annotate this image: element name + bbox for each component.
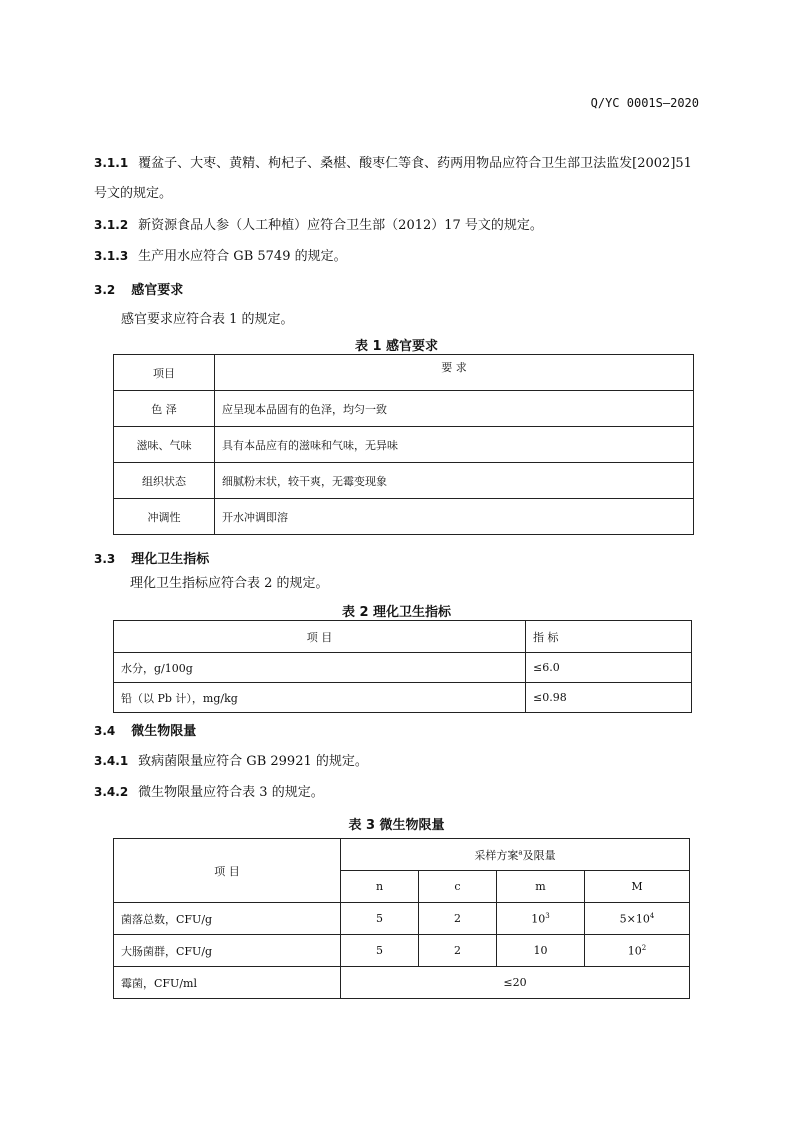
table-cell xyxy=(497,903,585,935)
clause-3-1-3 xyxy=(94,247,347,266)
clause-text: 微生物限量应符合表 3 的规定。 xyxy=(138,785,324,800)
table-cell: 应呈现本品固有的色泽，均匀一致 xyxy=(215,391,694,427)
section-title: 理化卫生指标 xyxy=(131,552,210,567)
table-header-cell: c xyxy=(419,871,497,903)
table-cell xyxy=(585,935,690,967)
table-header-cell: 要 求 xyxy=(215,355,694,391)
table-cell: 开水冲调即溶 xyxy=(215,499,694,535)
table-cell: 冲调性 xyxy=(114,499,215,535)
table-cell: 水分，g/100g xyxy=(114,653,526,683)
clause-number: 3.1.2 xyxy=(94,218,129,232)
table1-sensory xyxy=(113,354,694,535)
value-base: 10 xyxy=(627,944,642,958)
table3-caption: 表 3 微生物限量 xyxy=(348,818,445,833)
clause-3-1-2 xyxy=(94,216,543,235)
table-cell: 铅（以 Pb 计），mg/kg xyxy=(114,683,526,713)
value-exponent: 3 xyxy=(545,911,550,920)
header-text: 采样方案 xyxy=(474,848,519,862)
table-cell: 5 xyxy=(341,935,419,967)
table-row xyxy=(114,653,692,683)
clause-text: 新资源食品人参（人工种植）应符合卫生部（2012）17 号文的规定。 xyxy=(138,218,543,233)
clause-number: 3.1.3 xyxy=(94,249,129,263)
table-cell: ≤20 xyxy=(341,967,690,999)
section-3-2-body: 感官要求应符合表 1 的规定。 xyxy=(121,312,294,327)
table-cell: 10 xyxy=(497,935,585,967)
table-row xyxy=(114,427,694,463)
table-header-cell: M xyxy=(585,871,690,903)
table-cell: 2 xyxy=(419,935,497,967)
table-row xyxy=(114,935,690,967)
table-cell: 霉菌，CFU/ml xyxy=(114,967,341,999)
table-cell: ≤6.0 xyxy=(526,653,692,683)
value-base: 10 xyxy=(531,912,546,926)
table-cell: 细腻粉末状，较干爽，无霉变现象 xyxy=(215,463,694,499)
table-header-cell: 项 目 xyxy=(114,839,341,903)
table-cell: 大肠菌群，CFU/g xyxy=(114,935,341,967)
table-header-row xyxy=(114,355,694,391)
value-base: 5×10 xyxy=(619,912,650,926)
table-row xyxy=(114,967,690,999)
section-number: 3.2 xyxy=(94,283,116,297)
section-title: 微生物限量 xyxy=(131,724,197,739)
section-3-3-body: 理化卫生指标应符合表 2 的规定。 xyxy=(130,576,329,591)
table2-caption: 表 2 理化卫生指标 xyxy=(341,605,452,620)
table-cell: 具有本品应有的滋味和气味，无异味 xyxy=(215,427,694,463)
table-header-row xyxy=(114,621,692,653)
table-cell xyxy=(585,903,690,935)
table-header-cell: n xyxy=(341,871,419,903)
table-cell: 滋味、气味 xyxy=(114,427,215,463)
table-row xyxy=(114,683,692,713)
clause-number: 3.1.1 xyxy=(94,156,129,170)
table2-physicochemical xyxy=(113,620,692,713)
table-header-cell: 指 标 xyxy=(526,621,692,653)
table1-caption: 表 1 感官要求 xyxy=(354,339,439,354)
section-3-3-heading xyxy=(94,548,209,567)
clause-3-4-2 xyxy=(94,783,324,802)
table-header-cell: 项 目 xyxy=(114,621,526,653)
section-number: 3.3 xyxy=(94,552,116,566)
table-row xyxy=(114,391,694,427)
clause-text: 致病菌限量应符合 GB 29921 的规定。 xyxy=(138,754,368,769)
value-exponent: 4 xyxy=(649,911,655,920)
clause-number: 3.4.2 xyxy=(94,785,129,799)
clause-number: 3.4.1 xyxy=(94,754,129,768)
table-cell: 组织状态 xyxy=(114,463,215,499)
section-3-4-heading xyxy=(94,720,196,739)
clause-3-1-1-continuation: 号文的规定。 xyxy=(94,186,173,201)
sampling-plan-header xyxy=(341,839,690,871)
clause-3-4-1 xyxy=(94,752,368,771)
section-number: 3.4 xyxy=(94,724,116,738)
footnote-marker: a xyxy=(518,847,523,856)
clause-text: 覆盆子、大枣、黄精、枸杞子、桑椹、酸枣仁等食、药两用物品应符合卫生部卫法监发[2002]51 xyxy=(138,156,692,171)
table-header-cell: 项目 xyxy=(114,355,215,391)
section-3-2-heading xyxy=(94,279,183,298)
table-cell: ≤0.98 xyxy=(526,683,692,713)
table-cell: 色 泽 xyxy=(114,391,215,427)
table-row xyxy=(114,463,694,499)
table-header-row xyxy=(114,839,690,871)
value-exponent: 2 xyxy=(641,943,647,952)
table-cell: 菌落总数，CFU/g xyxy=(114,903,341,935)
table-cell: 5 xyxy=(341,903,419,935)
table-row xyxy=(114,903,690,935)
document-code: Q/YC 0001S—2020 xyxy=(590,96,699,110)
table-row xyxy=(114,499,694,535)
header-text: 及限量 xyxy=(522,848,556,862)
clause-text: 生产用水应符合 GB 5749 的规定。 xyxy=(138,249,347,264)
table-header-cell: m xyxy=(497,871,585,903)
table3-microbial xyxy=(113,838,690,999)
clause-3-1-1 xyxy=(94,154,692,173)
table-cell: 2 xyxy=(419,903,497,935)
section-title: 感官要求 xyxy=(131,283,184,298)
